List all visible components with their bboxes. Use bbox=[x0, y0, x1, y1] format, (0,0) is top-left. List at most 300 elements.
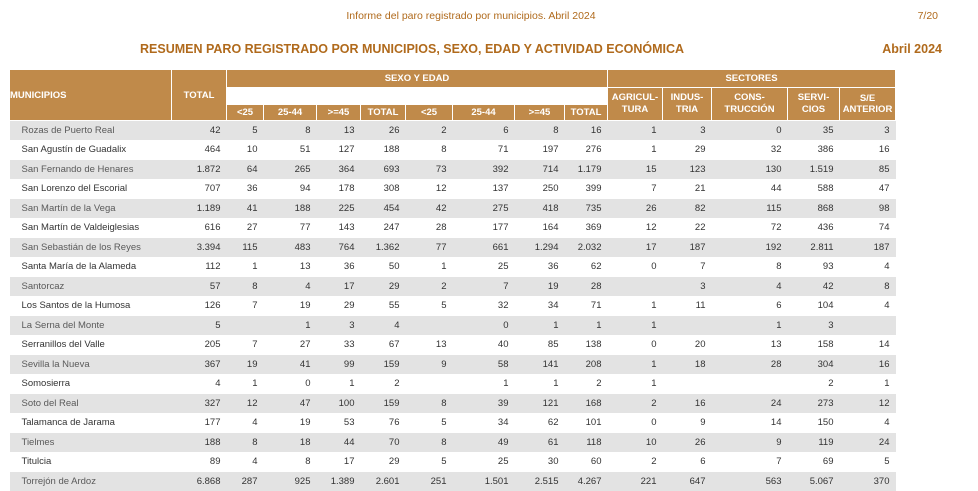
municipio-name: San Martín de Valdeiglesias bbox=[10, 218, 172, 238]
municipio-name: Santorcaz bbox=[10, 277, 172, 297]
table-cell: 13 bbox=[712, 335, 788, 355]
table-cell: 661 bbox=[453, 238, 515, 258]
table-cell bbox=[406, 374, 453, 394]
table-row bbox=[10, 355, 896, 375]
table-cell: 11 bbox=[663, 296, 712, 316]
header-agricultura: AGRICUL- TURA bbox=[608, 88, 663, 121]
table-cell: 168 bbox=[565, 394, 608, 414]
table-cell: 76 bbox=[361, 413, 406, 433]
table-cell: 10 bbox=[608, 433, 663, 453]
table-cell: 33 bbox=[317, 335, 361, 355]
table-row bbox=[10, 316, 896, 336]
table-cell: 6 bbox=[663, 452, 712, 472]
table-cell: 12 bbox=[608, 218, 663, 238]
table-cell: 12 bbox=[227, 394, 264, 414]
table-cell: 8 bbox=[840, 277, 896, 297]
table-cell: 1.362 bbox=[361, 238, 406, 258]
table-cell: 4 bbox=[227, 452, 264, 472]
table-row bbox=[10, 296, 896, 316]
table-cell: 141 bbox=[515, 355, 565, 375]
table-cell: 7 bbox=[453, 277, 515, 297]
table-cell: 247 bbox=[361, 218, 406, 238]
table-cell: 5.067 bbox=[788, 472, 840, 491]
table-cell: 42 bbox=[406, 199, 453, 219]
table-cell: 9 bbox=[663, 413, 712, 433]
table-cell: 6.868 bbox=[172, 472, 227, 491]
municipio-name: Serranillos del Valle bbox=[10, 335, 172, 355]
period-label: Abril 2024 bbox=[882, 42, 942, 56]
report-header bbox=[0, 10, 978, 26]
table-cell: 19 bbox=[515, 277, 565, 297]
table-cell: 39 bbox=[453, 394, 515, 414]
table-cell: 1 bbox=[264, 316, 317, 336]
table-cell: 25 bbox=[453, 257, 515, 277]
table-cell: 250 bbox=[515, 179, 565, 199]
municipio-name: Somosierra bbox=[10, 374, 172, 394]
table-cell: 2.515 bbox=[515, 472, 565, 491]
table-cell: 27 bbox=[264, 335, 317, 355]
table-row bbox=[10, 374, 896, 394]
table-cell: 44 bbox=[712, 179, 788, 199]
table-cell: 82 bbox=[663, 199, 712, 219]
table-cell: 121 bbox=[515, 394, 565, 414]
table-cell: 1 bbox=[608, 121, 663, 141]
table-cell: 2 bbox=[406, 121, 453, 141]
table-cell: 8 bbox=[264, 121, 317, 141]
municipio-name: Torrejón de Ardoz bbox=[10, 472, 172, 491]
table-cell: 1 bbox=[453, 374, 515, 394]
table-cell: 868 bbox=[788, 199, 840, 219]
table-cell: 0 bbox=[608, 257, 663, 277]
table-cell bbox=[663, 374, 712, 394]
header-industria: INDUS- TRIA bbox=[663, 88, 712, 121]
municipio-name: San Sebastián de los Reyes bbox=[10, 238, 172, 258]
table-cell: 1.179 bbox=[565, 160, 608, 180]
section-header bbox=[0, 42, 978, 60]
table-cell: 4 bbox=[840, 257, 896, 277]
table-cell: 5 bbox=[406, 452, 453, 472]
table-body bbox=[10, 121, 896, 491]
table-cell: 2.032 bbox=[565, 238, 608, 258]
table-cell: 1 bbox=[608, 355, 663, 375]
table-cell: 8 bbox=[515, 121, 565, 141]
table-cell: 32 bbox=[453, 296, 515, 316]
table-cell: 35 bbox=[788, 121, 840, 141]
table-cell bbox=[712, 374, 788, 394]
table-row bbox=[10, 472, 896, 491]
table-cell: 187 bbox=[840, 238, 896, 258]
table-cell: 187 bbox=[663, 238, 712, 258]
table-cell: 18 bbox=[663, 355, 712, 375]
table-cell: 177 bbox=[453, 218, 515, 238]
table-cell: 10 bbox=[227, 140, 264, 160]
table-cell: 64 bbox=[227, 160, 264, 180]
table-cell: 1 bbox=[406, 257, 453, 277]
header-servicios: SERVI- CIOS bbox=[788, 88, 840, 121]
table-cell: 367 bbox=[172, 355, 227, 375]
table-header bbox=[10, 70, 896, 121]
table-row bbox=[10, 121, 896, 141]
report-title: Informe del paro registrado por municipios. Abril 2024 bbox=[346, 10, 596, 22]
table-cell: 12 bbox=[840, 394, 896, 414]
table-cell: 36 bbox=[515, 257, 565, 277]
table-cell: 735 bbox=[565, 199, 608, 219]
municipio-name: San Lorenzo del Escorial bbox=[10, 179, 172, 199]
table-cell: 138 bbox=[565, 335, 608, 355]
table-cell: 14 bbox=[840, 335, 896, 355]
table-cell: 7 bbox=[227, 335, 264, 355]
unemployment-table bbox=[9, 69, 896, 491]
table-cell: 127 bbox=[317, 140, 361, 160]
table-cell: 8 bbox=[227, 433, 264, 453]
table-cell: 14 bbox=[712, 413, 788, 433]
table-row bbox=[10, 257, 896, 277]
table-cell: 26 bbox=[663, 433, 712, 453]
table-cell: 159 bbox=[361, 355, 406, 375]
table-cell: 115 bbox=[227, 238, 264, 258]
municipio-name: Santa María de la Alameda bbox=[10, 257, 172, 277]
table-cell: 454 bbox=[361, 199, 406, 219]
table-cell: 1.294 bbox=[515, 238, 565, 258]
table-cell: 21 bbox=[663, 179, 712, 199]
table-row bbox=[10, 433, 896, 453]
table-cell: 69 bbox=[788, 452, 840, 472]
table-cell: 464 bbox=[172, 140, 227, 160]
table-cell: 13 bbox=[317, 121, 361, 141]
table-cell: 3 bbox=[788, 316, 840, 336]
table-cell: 150 bbox=[788, 413, 840, 433]
section-title: RESUMEN PARO REGISTRADO POR MUNICIPIOS, SEXO, EDAD Y ACTIVIDAD ECONÓMICA bbox=[140, 42, 685, 56]
table-cell: 1.189 bbox=[172, 199, 227, 219]
table-cell: 77 bbox=[406, 238, 453, 258]
table-row bbox=[10, 277, 896, 297]
table-row bbox=[10, 140, 896, 160]
table-cell: 0 bbox=[608, 413, 663, 433]
table-cell: 99 bbox=[317, 355, 361, 375]
table-cell: 188 bbox=[264, 199, 317, 219]
header-sectores: SECTORES bbox=[608, 70, 896, 88]
table-cell: 1 bbox=[712, 316, 788, 336]
table-cell: 49 bbox=[453, 433, 515, 453]
table-cell: 71 bbox=[453, 140, 515, 160]
table-cell: 2.811 bbox=[788, 238, 840, 258]
table-cell: 19 bbox=[264, 413, 317, 433]
table-cell: 5 bbox=[406, 296, 453, 316]
table-cell: 98 bbox=[840, 199, 896, 219]
table-cell: 0 bbox=[608, 335, 663, 355]
table-cell: 112 bbox=[172, 257, 227, 277]
table-row bbox=[10, 199, 896, 219]
table-cell: 276 bbox=[565, 140, 608, 160]
table-cell: 67 bbox=[361, 335, 406, 355]
table-cell: 1 bbox=[608, 316, 663, 336]
table-row bbox=[10, 335, 896, 355]
table-cell: 714 bbox=[515, 160, 565, 180]
table-cell: 36 bbox=[227, 179, 264, 199]
table-cell: 28 bbox=[712, 355, 788, 375]
table-cell: 8 bbox=[264, 452, 317, 472]
table-cell: 3 bbox=[663, 277, 712, 297]
table-cell: 164 bbox=[515, 218, 565, 238]
table-cell: 7 bbox=[227, 296, 264, 316]
table-cell: 5 bbox=[172, 316, 227, 336]
table-cell: 1.872 bbox=[172, 160, 227, 180]
table-cell: 4 bbox=[712, 277, 788, 297]
header-se-anterior: S/E ANTERIOR bbox=[840, 88, 896, 121]
table-cell: 29 bbox=[361, 452, 406, 472]
table-cell: 16 bbox=[565, 121, 608, 141]
table-cell: 71 bbox=[565, 296, 608, 316]
table-cell: 77 bbox=[264, 218, 317, 238]
table-cell: 9 bbox=[406, 355, 453, 375]
table-cell: 41 bbox=[227, 199, 264, 219]
table-cell: 34 bbox=[453, 413, 515, 433]
table-cell: 1 bbox=[317, 374, 361, 394]
table-cell: 62 bbox=[565, 257, 608, 277]
table-cell: 3.394 bbox=[172, 238, 227, 258]
table-cell: 2 bbox=[608, 452, 663, 472]
table-cell: 22 bbox=[663, 218, 712, 238]
table-cell: 208 bbox=[565, 355, 608, 375]
table-cell: 2.601 bbox=[361, 472, 406, 491]
table-cell: 308 bbox=[361, 179, 406, 199]
table-cell: 251 bbox=[406, 472, 453, 491]
municipio-name: San Agustín de Guadalix bbox=[10, 140, 172, 160]
table-cell: 30 bbox=[515, 452, 565, 472]
table-cell: 143 bbox=[317, 218, 361, 238]
table-cell: 51 bbox=[264, 140, 317, 160]
municipio-name: Los Santos de la Humosa bbox=[10, 296, 172, 316]
table-cell: 2 bbox=[361, 374, 406, 394]
table-cell: 304 bbox=[788, 355, 840, 375]
table-cell: 15 bbox=[608, 160, 663, 180]
table-cell: 61 bbox=[515, 433, 565, 453]
table-cell: 24 bbox=[712, 394, 788, 414]
table-cell: 44 bbox=[317, 433, 361, 453]
table-cell: 85 bbox=[840, 160, 896, 180]
table-cell: 7 bbox=[712, 452, 788, 472]
table-cell: 364 bbox=[317, 160, 361, 180]
table-cell: 62 bbox=[515, 413, 565, 433]
table-cell: 24 bbox=[840, 433, 896, 453]
municipio-name: San Martín de la Vega bbox=[10, 199, 172, 219]
table-cell: 16 bbox=[840, 355, 896, 375]
table-cell: 197 bbox=[515, 140, 565, 160]
table-cell: 5 bbox=[227, 121, 264, 141]
header-hombres-25-44: 25-44 bbox=[264, 105, 317, 121]
table-row bbox=[10, 452, 896, 472]
table-cell: 3 bbox=[663, 121, 712, 141]
table-row bbox=[10, 218, 896, 238]
table-cell: 4 bbox=[264, 277, 317, 297]
table-cell: 4.267 bbox=[565, 472, 608, 491]
header-municipios: MUNICIPIOS bbox=[10, 70, 172, 121]
table-cell: 34 bbox=[515, 296, 565, 316]
table-cell: 19 bbox=[227, 355, 264, 375]
table-cell: 50 bbox=[361, 257, 406, 277]
header-mujeres-total: TOTAL bbox=[565, 105, 608, 121]
table-row bbox=[10, 179, 896, 199]
table-cell: 2 bbox=[406, 277, 453, 297]
table-cell: 73 bbox=[406, 160, 453, 180]
table-cell: 8 bbox=[406, 433, 453, 453]
table-cell: 55 bbox=[361, 296, 406, 316]
table-cell: 89 bbox=[172, 452, 227, 472]
table-cell: 8 bbox=[406, 394, 453, 414]
table-cell: 27 bbox=[227, 218, 264, 238]
table-cell: 6 bbox=[453, 121, 515, 141]
table-cell: 925 bbox=[264, 472, 317, 491]
table-cell: 126 bbox=[172, 296, 227, 316]
table-cell: 40 bbox=[453, 335, 515, 355]
header-mujeres: MUJERES bbox=[406, 88, 608, 105]
table-cell: 115 bbox=[712, 199, 788, 219]
table-row bbox=[10, 394, 896, 414]
table-cell: 4 bbox=[840, 296, 896, 316]
municipio-name: Talamanca de Jarama bbox=[10, 413, 172, 433]
table-cell: 386 bbox=[788, 140, 840, 160]
table-cell: 94 bbox=[264, 179, 317, 199]
table-cell: 7 bbox=[608, 179, 663, 199]
table-cell: 287 bbox=[227, 472, 264, 491]
header-hombres: HOMBRES bbox=[227, 88, 406, 105]
table-cell: 130 bbox=[712, 160, 788, 180]
table-cell: 104 bbox=[788, 296, 840, 316]
table-cell: 42 bbox=[788, 277, 840, 297]
table-cell: 36 bbox=[317, 257, 361, 277]
table-cell: 47 bbox=[840, 179, 896, 199]
table-cell: 29 bbox=[361, 277, 406, 297]
table-cell: 25 bbox=[453, 452, 515, 472]
table-cell: 0 bbox=[453, 316, 515, 336]
table-cell: 436 bbox=[788, 218, 840, 238]
table-cell: 12 bbox=[406, 179, 453, 199]
table-cell: 29 bbox=[317, 296, 361, 316]
table-cell: 47 bbox=[264, 394, 317, 414]
municipio-name: Soto del Real bbox=[10, 394, 172, 414]
table-cell: 392 bbox=[453, 160, 515, 180]
table-cell: 1 bbox=[608, 374, 663, 394]
municipio-name: Sevilla la Nueva bbox=[10, 355, 172, 375]
table-cell: 588 bbox=[788, 179, 840, 199]
table-cell: 20 bbox=[663, 335, 712, 355]
table-cell: 399 bbox=[565, 179, 608, 199]
table-cell: 28 bbox=[565, 277, 608, 297]
table-cell: 53 bbox=[317, 413, 361, 433]
table-cell: 4 bbox=[172, 374, 227, 394]
table-cell: 8 bbox=[227, 277, 264, 297]
table-cell: 159 bbox=[361, 394, 406, 414]
table-cell: 28 bbox=[406, 218, 453, 238]
table-cell: 273 bbox=[788, 394, 840, 414]
table-cell: 418 bbox=[515, 199, 565, 219]
table-cell: 3 bbox=[317, 316, 361, 336]
table-row bbox=[10, 238, 896, 258]
table-cell: 327 bbox=[172, 394, 227, 414]
table-cell: 693 bbox=[361, 160, 406, 180]
table-cell: 1 bbox=[227, 257, 264, 277]
table-cell: 41 bbox=[264, 355, 317, 375]
table-cell: 123 bbox=[663, 160, 712, 180]
table-cell: 60 bbox=[565, 452, 608, 472]
table-cell: 70 bbox=[361, 433, 406, 453]
table-cell: 8 bbox=[406, 140, 453, 160]
table-cell: 1.519 bbox=[788, 160, 840, 180]
table-cell: 5 bbox=[406, 413, 453, 433]
table-cell: 616 bbox=[172, 218, 227, 238]
table-cell: 85 bbox=[515, 335, 565, 355]
table-cell: 275 bbox=[453, 199, 515, 219]
table-cell: 119 bbox=[788, 433, 840, 453]
table-cell: 8 bbox=[712, 257, 788, 277]
table-cell: 29 bbox=[663, 140, 712, 160]
header-mujeres-ge45: >=45 bbox=[515, 105, 565, 121]
table-cell: 1 bbox=[565, 316, 608, 336]
table-cell: 74 bbox=[840, 218, 896, 238]
header-hombres-ge45: >=45 bbox=[317, 105, 361, 121]
table-cell: 188 bbox=[361, 140, 406, 160]
table-cell: 1 bbox=[608, 296, 663, 316]
table-cell: 26 bbox=[361, 121, 406, 141]
table-cell: 2 bbox=[608, 394, 663, 414]
table-cell: 4 bbox=[840, 413, 896, 433]
table-cell: 17 bbox=[317, 452, 361, 472]
table-cell: 72 bbox=[712, 218, 788, 238]
table-cell: 178 bbox=[317, 179, 361, 199]
header-total: TOTAL bbox=[172, 70, 227, 121]
header-sexo-edad: SEXO Y EDAD bbox=[227, 70, 608, 88]
table-cell: 1 bbox=[515, 374, 565, 394]
table-cell: 707 bbox=[172, 179, 227, 199]
table-cell: 58 bbox=[453, 355, 515, 375]
table-cell: 1 bbox=[840, 374, 896, 394]
table-cell: 483 bbox=[264, 238, 317, 258]
table-cell bbox=[608, 277, 663, 297]
table-cell: 2 bbox=[788, 374, 840, 394]
municipio-name: San Fernando de Henares bbox=[10, 160, 172, 180]
table-cell: 0 bbox=[712, 121, 788, 141]
table-cell bbox=[227, 316, 264, 336]
table-cell: 32 bbox=[712, 140, 788, 160]
table-cell: 265 bbox=[264, 160, 317, 180]
table-cell: 2 bbox=[565, 374, 608, 394]
table-cell: 18 bbox=[264, 433, 317, 453]
table-cell: 4 bbox=[361, 316, 406, 336]
municipio-name: Rozas de Puerto Real bbox=[10, 121, 172, 141]
table-cell: 5 bbox=[840, 452, 896, 472]
table-cell: 9 bbox=[712, 433, 788, 453]
table-cell: 13 bbox=[406, 335, 453, 355]
table-cell: 225 bbox=[317, 199, 361, 219]
table-cell: 137 bbox=[453, 179, 515, 199]
table-cell: 0 bbox=[264, 374, 317, 394]
table-cell: 57 bbox=[172, 277, 227, 297]
municipio-name: Tielmes bbox=[10, 433, 172, 453]
table-cell: 26 bbox=[608, 199, 663, 219]
table-cell: 1 bbox=[515, 316, 565, 336]
table-cell: 158 bbox=[788, 335, 840, 355]
municipio-name: La Serna del Monte bbox=[10, 316, 172, 336]
table-cell bbox=[840, 316, 896, 336]
page-number: 7/20 bbox=[917, 10, 938, 22]
table-cell: 93 bbox=[788, 257, 840, 277]
table-cell: 3 bbox=[840, 121, 896, 141]
table-cell: 188 bbox=[172, 433, 227, 453]
table-cell: 764 bbox=[317, 238, 361, 258]
header-mujeres-25-44: 25-44 bbox=[453, 105, 515, 121]
table-cell: 369 bbox=[565, 218, 608, 238]
municipio-name: Titulcia bbox=[10, 452, 172, 472]
